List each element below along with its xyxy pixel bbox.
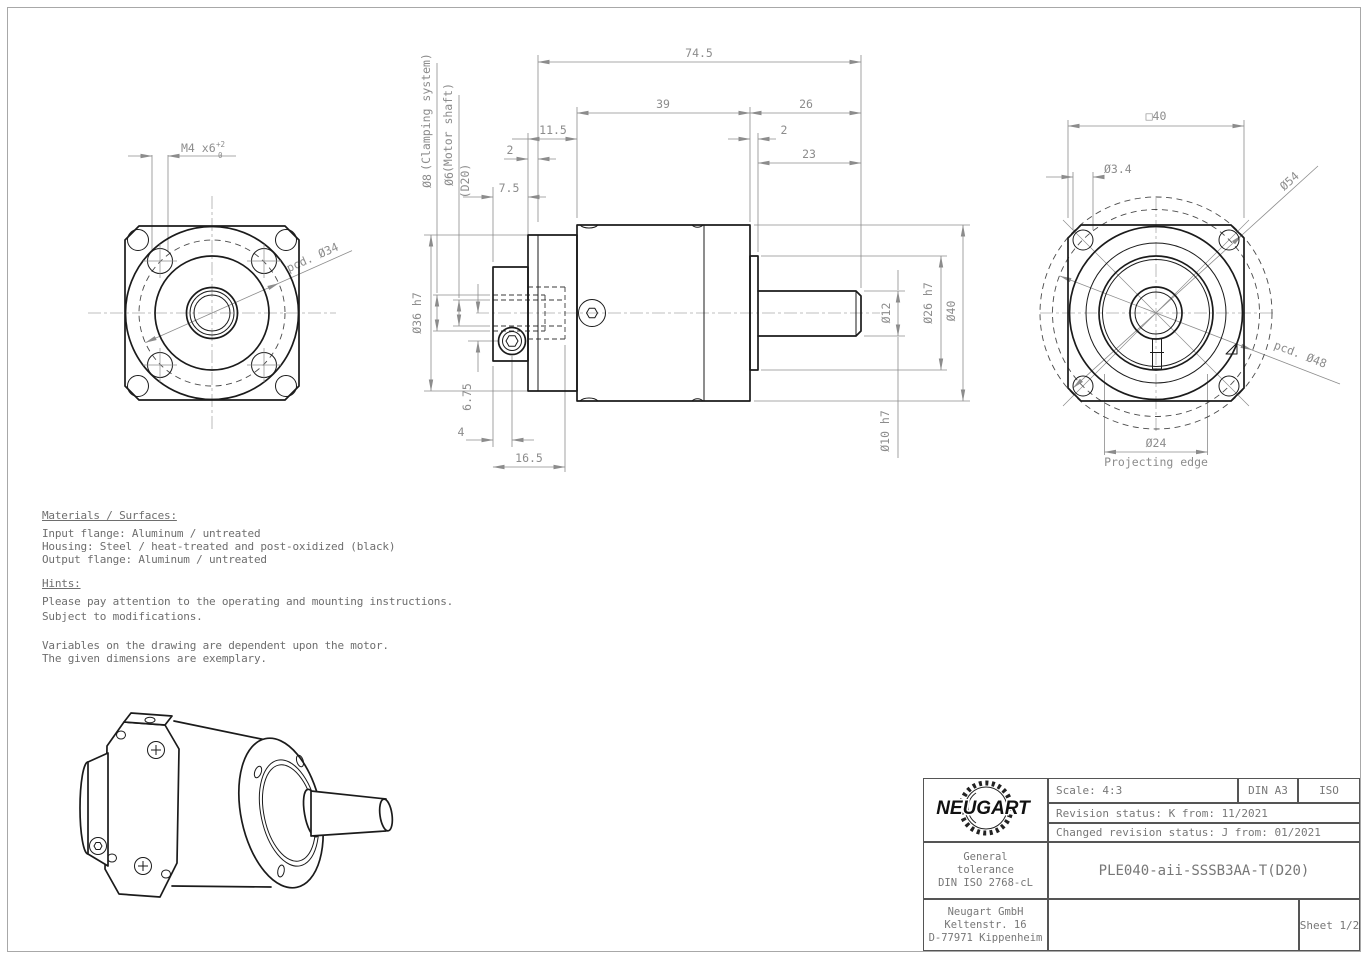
company-line: D-77971 Kippenheim (928, 931, 1043, 944)
label-d6: Ø6 (442, 172, 456, 186)
ext-lines-m4 (152, 155, 168, 252)
corner-hole (276, 376, 297, 397)
neugart-logo (924, 779, 1042, 837)
tolerance-line: General (963, 851, 1008, 863)
input-face-view (1040, 109, 1340, 469)
label-pcd34: pcd. Ø34 (284, 239, 341, 276)
corner-hole (128, 376, 149, 397)
label-projecting-edge: Projecting edge (1104, 455, 1208, 469)
label-sq40: □40 (1145, 109, 1167, 123)
materials-line: Housing: Steel / heat-treated and post-oxidized (black) (42, 540, 396, 553)
label-d40: Ø40 (944, 300, 958, 322)
label-2-left: 2 (506, 143, 514, 157)
part-number: PLE040-aii-SSSB3AA-T(D20) (1098, 862, 1310, 879)
label-11.5: 11.5 (539, 123, 567, 137)
empty-cell (1048, 899, 1299, 951)
standard-cell: ISO (1298, 778, 1360, 803)
clamp-slot (1150, 339, 1164, 370)
label-d12: Ø12 (879, 302, 893, 324)
extension-lines (424, 55, 970, 472)
label-74.5: 74.5 (685, 46, 713, 60)
output-shaft (758, 291, 861, 336)
clamp-collar (493, 267, 528, 361)
sheet-cell: Sheet 1/2 (1299, 899, 1360, 951)
hex-socket (506, 336, 518, 346)
hints-title: Hints: (42, 577, 81, 590)
label-d36: Ø36 h7 (410, 292, 424, 334)
tolerance-line: DIN ISO 2768-cL (938, 877, 1033, 889)
label-clamping-system: (Clamping system) (419, 53, 433, 171)
format-cell: DIN A3 (1238, 778, 1298, 803)
label-m4-tol-bottom: 0 (218, 151, 223, 160)
iso-flange-top (124, 713, 172, 725)
label-motor-shaft: (Motor shaft) (441, 82, 455, 174)
label-7.5: 7.5 (498, 181, 520, 195)
label-d54: Ø54 (1276, 168, 1302, 194)
hint-line: Subject to modifications. (42, 610, 203, 623)
materials-title: Materials / Surfaces: (42, 509, 177, 522)
label-6.75: 6.75 (460, 383, 474, 411)
company-line: Neugart GmbH (947, 905, 1024, 918)
brand-name: NEUGART (936, 798, 1030, 819)
side-section-view (410, 46, 970, 472)
label-d24: Ø24 (1145, 436, 1167, 450)
revision-cell: Revision status: K from: 11/2021 (1048, 803, 1360, 823)
label-d8: Ø8 (420, 174, 434, 188)
tolerance-cell (923, 842, 1048, 899)
iso-shaft (311, 791, 386, 836)
hint-line: The given dimensions are exemplary. (42, 652, 267, 665)
title-block (923, 778, 1360, 951)
isometric-view (80, 713, 394, 897)
output-face-view (88, 140, 352, 430)
company-cell (923, 899, 1048, 951)
hint-line: Variables on the drawing are dependent upon the motor. (42, 639, 389, 652)
materials-line: Input flange: Aluminum / untreated (42, 527, 261, 540)
corner-hole (276, 230, 297, 251)
corner-hole (128, 230, 149, 251)
label-m4: M4 x6 (181, 141, 216, 155)
hint-line: Please pay attention to the operating and mounting instructions. (42, 595, 454, 608)
label-16.5: 16.5 (515, 451, 543, 465)
part-number-cell (1048, 842, 1360, 899)
ext-lines-d34 (1073, 172, 1093, 230)
label-pcd48: pcd. Ø48 (1272, 337, 1329, 371)
label-m4-tol-top: +2 (216, 140, 226, 149)
clamp-screw (499, 328, 526, 355)
scale-cell: Scale: 4:3 (1048, 778, 1238, 803)
materials-line: Output flange: Aluminum / untreated (42, 553, 267, 566)
tolerance-line: tolerance (957, 864, 1014, 876)
label-26: 26 (799, 97, 813, 111)
label-2-right: 2 (780, 123, 788, 137)
company-line: Keltenstr. 16 (944, 918, 1027, 931)
changed-revision-cell: Changed revision status: J from: 01/2021 (1048, 823, 1360, 842)
dim-d54-ext (1242, 166, 1318, 235)
label-4: 4 (457, 425, 465, 439)
label-d20: (D20) (458, 163, 472, 199)
label-d10: Ø10 h7 (878, 410, 892, 452)
label-23: 23 (802, 147, 816, 161)
label-d34: Ø3.4 (1104, 162, 1132, 176)
label-d26: Ø26 h7 (921, 282, 935, 324)
logo-cell (923, 778, 1048, 842)
label-39: 39 (656, 97, 670, 111)
